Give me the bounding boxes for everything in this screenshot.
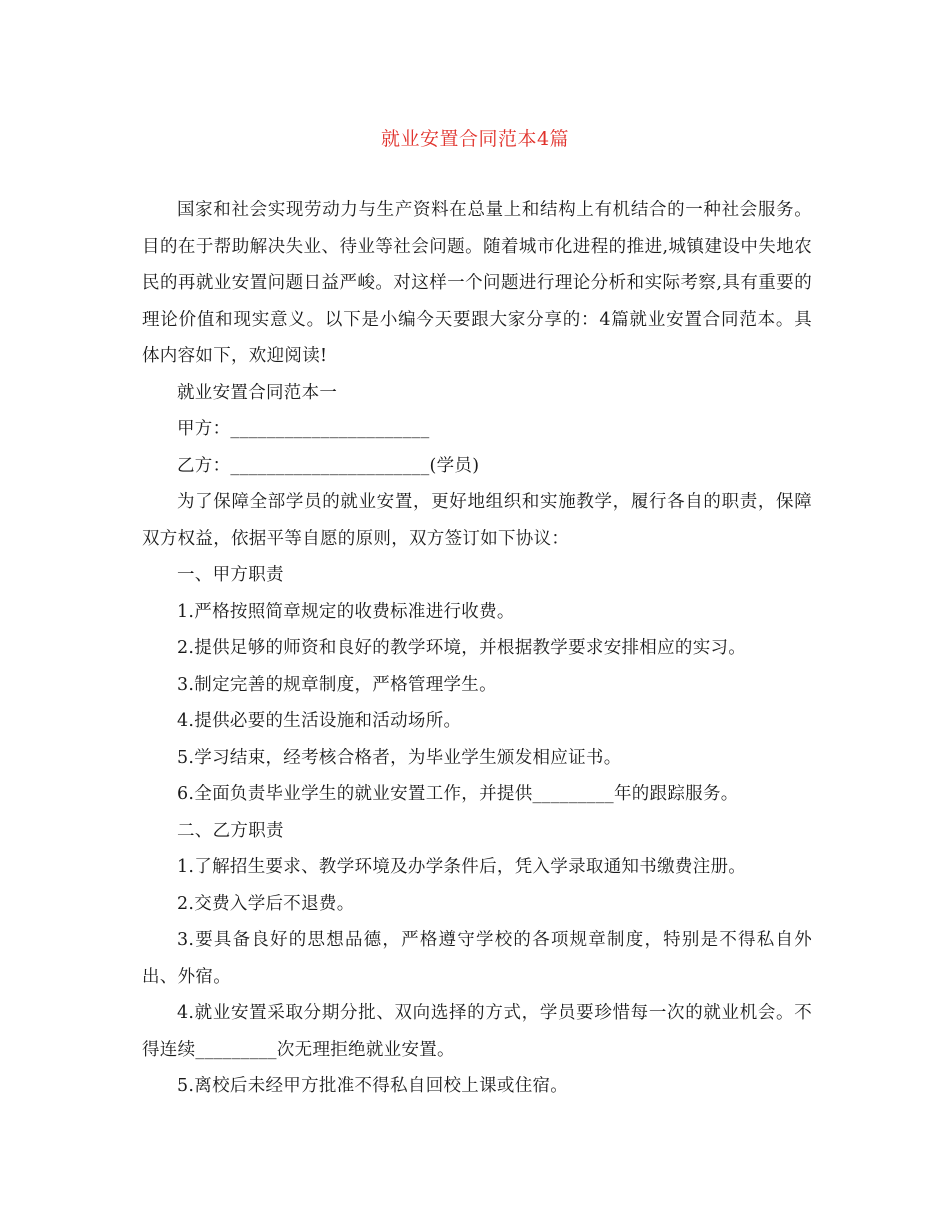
clause-a1: 1.严格按照简章规定的收费标准进行收费。 <box>177 601 515 622</box>
document-body <box>142 192 812 1105</box>
agreement-preamble: 为了保障全部学员的就业安置，更好地组织和实施教学，履行各自的职责，保障双方权益，依据平等自愿的原则，双方签订如下协议： <box>142 492 812 549</box>
clause-a3: 3.制定完善的规章制度，严格管理学生。 <box>177 674 497 695</box>
party-a-line: 甲方：______________________ <box>177 419 430 439</box>
clause-b5: 5.离校后未经甲方批准不得私自回校上课或住宿。 <box>177 1076 569 1096</box>
party-a-duties-heading: 一、甲方职责 <box>177 565 284 585</box>
party-b-duties-heading: 二、乙方职责 <box>177 820 284 841</box>
clause-a5: 5.学习结束，经考核合格者，为毕业学生颁发相应证书。 <box>177 747 622 768</box>
document-title: 就业安置合同范本4篇 <box>380 128 570 150</box>
clause-a6: 6.全面负责毕业学生的就业安置工作，并提供_________年的跟踪服务。 <box>177 784 739 804</box>
clause-b4: 4.就业安置采取分期分批、双向选择的方式，学员要珍惜每一次的就业机会。不得连续_________次无理拒绝就业安置。 <box>142 1003 812 1060</box>
section-heading: 就业安置合同范本一 <box>177 382 338 403</box>
clause-b2: 2.交费入学后不退费。 <box>177 893 355 914</box>
party-b-line: 乙方：______________________(学员) <box>177 455 480 476</box>
clause-a2: 2.提供足够的师资和良好的教学环境，并根据教学要求安排相应的实习。 <box>177 638 747 658</box>
clause-b3: 3.要具备良好的思想品德，严格遵守学校的各项规章制度，特别是不得私自外出、外宿。 <box>142 930 812 987</box>
clause-a4: 4.提供必要的生活设施和活动场所。 <box>177 711 462 731</box>
intro-paragraph: 国家和社会实现劳动力与生产资料在总量上和结构上有机结合的一种社会服务。目的在于帮助解决失业、待业等社会问题。随着城市化进程的推进,城镇建设中失地农民的再就业安置问题日益严峻。对这样一个问题进行理论分析和实际考察,具有重要的理论价值和现实意义。以下是小编今天要跟大家分享的：4篇就业安置合同范本。具体内容如下，欢迎阅读! <box>142 200 812 366</box>
clause-b1: 1.了解招生要求、教学环境及办学条件后，凭入学录取通知书缴费注册。 <box>177 857 747 877</box>
